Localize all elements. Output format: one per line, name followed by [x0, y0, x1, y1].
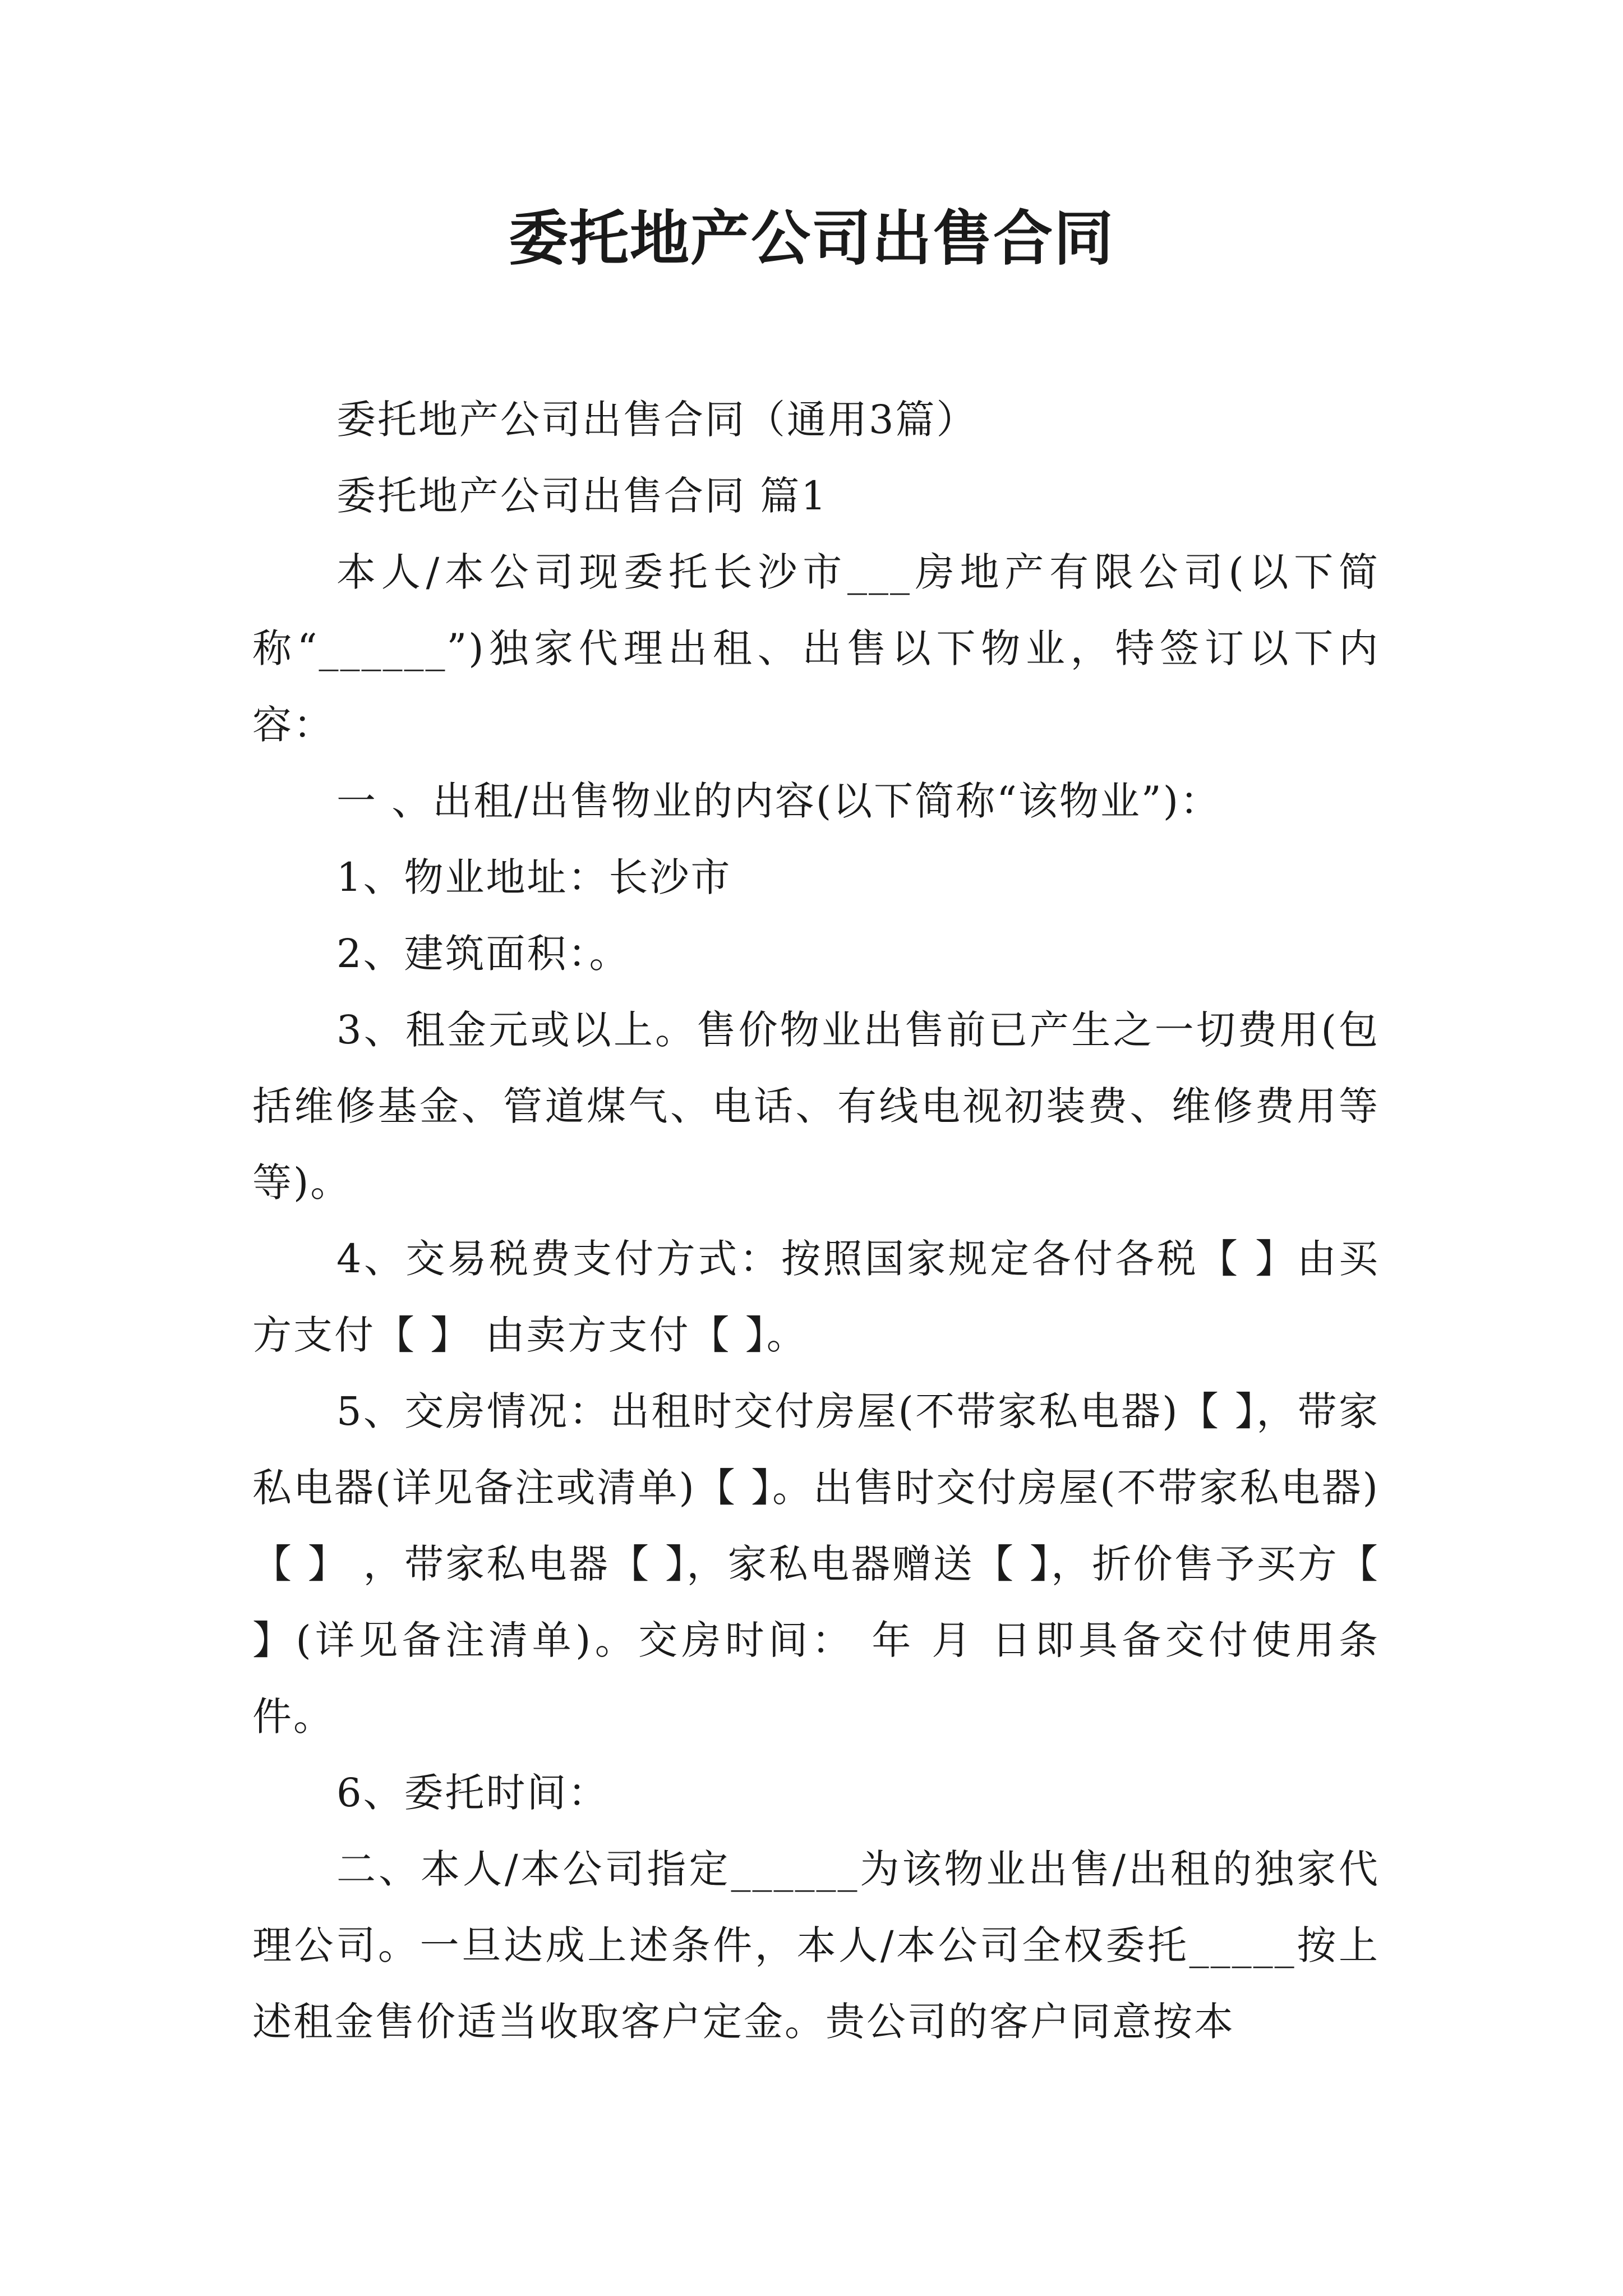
paragraph-clause-2: 二、本人/本公司指定______为该物业出售/出租的独家代理公司。一旦达成上述条件，本人/本公司全权委托_____按上述租金售价适当收取客户定金。贵公司的客户同意按本	[252, 1846, 1380, 2045]
document-body	[252, 381, 1394, 2060]
paragraph-item-term: 6、委托时间：	[336, 1770, 609, 1816]
paragraph-item-rent: 3、租金元或以上。售价物业出售前已产生之一切费用(包括维修基金、管道煤气、电话、有线电视初装费、维修费用等等)。	[252, 1007, 1380, 1205]
section-heading: 委托地产公司出售合同 篇1	[336, 473, 828, 519]
paragraph-intro: 本人/本公司现委托长沙市___房地产有限公司(以下简称“______”)独家代理出租、出售以下物业，特签订以下内容：	[252, 549, 1380, 748]
subtitle-line: 委托地产公司出售合同（通用3篇）	[336, 397, 978, 443]
paragraph-item-handover: 5、交房情况：出租时交付房屋(不带家私电器)【 】，带家私电器(详见备注或清单)【 】。出售时交付房屋(不带家私电器)【 】 ，带家私电器【 】，家私电器赠送【 】，折价售予买方【 】(详见备注清单)。交房时间： 年 月 日即具备交付使用条件。	[252, 1388, 1394, 1740]
paragraph-item-area: 2、建筑面积：。	[336, 931, 630, 977]
document-title: 委托地产公司出售合同	[509, 203, 1114, 273]
paragraph-item-address: 1、物业地址：长沙市	[336, 854, 732, 900]
paragraph-item-tax: 4、交易税费支付方式：按照国家规定各付各税【 】由买方支付【 】 由卖方支付【 】。	[252, 1236, 1380, 1358]
paragraph-clause-1-heading: 一 、出租/出售物业的内容(以下简称“该物业”)：	[336, 778, 1221, 824]
